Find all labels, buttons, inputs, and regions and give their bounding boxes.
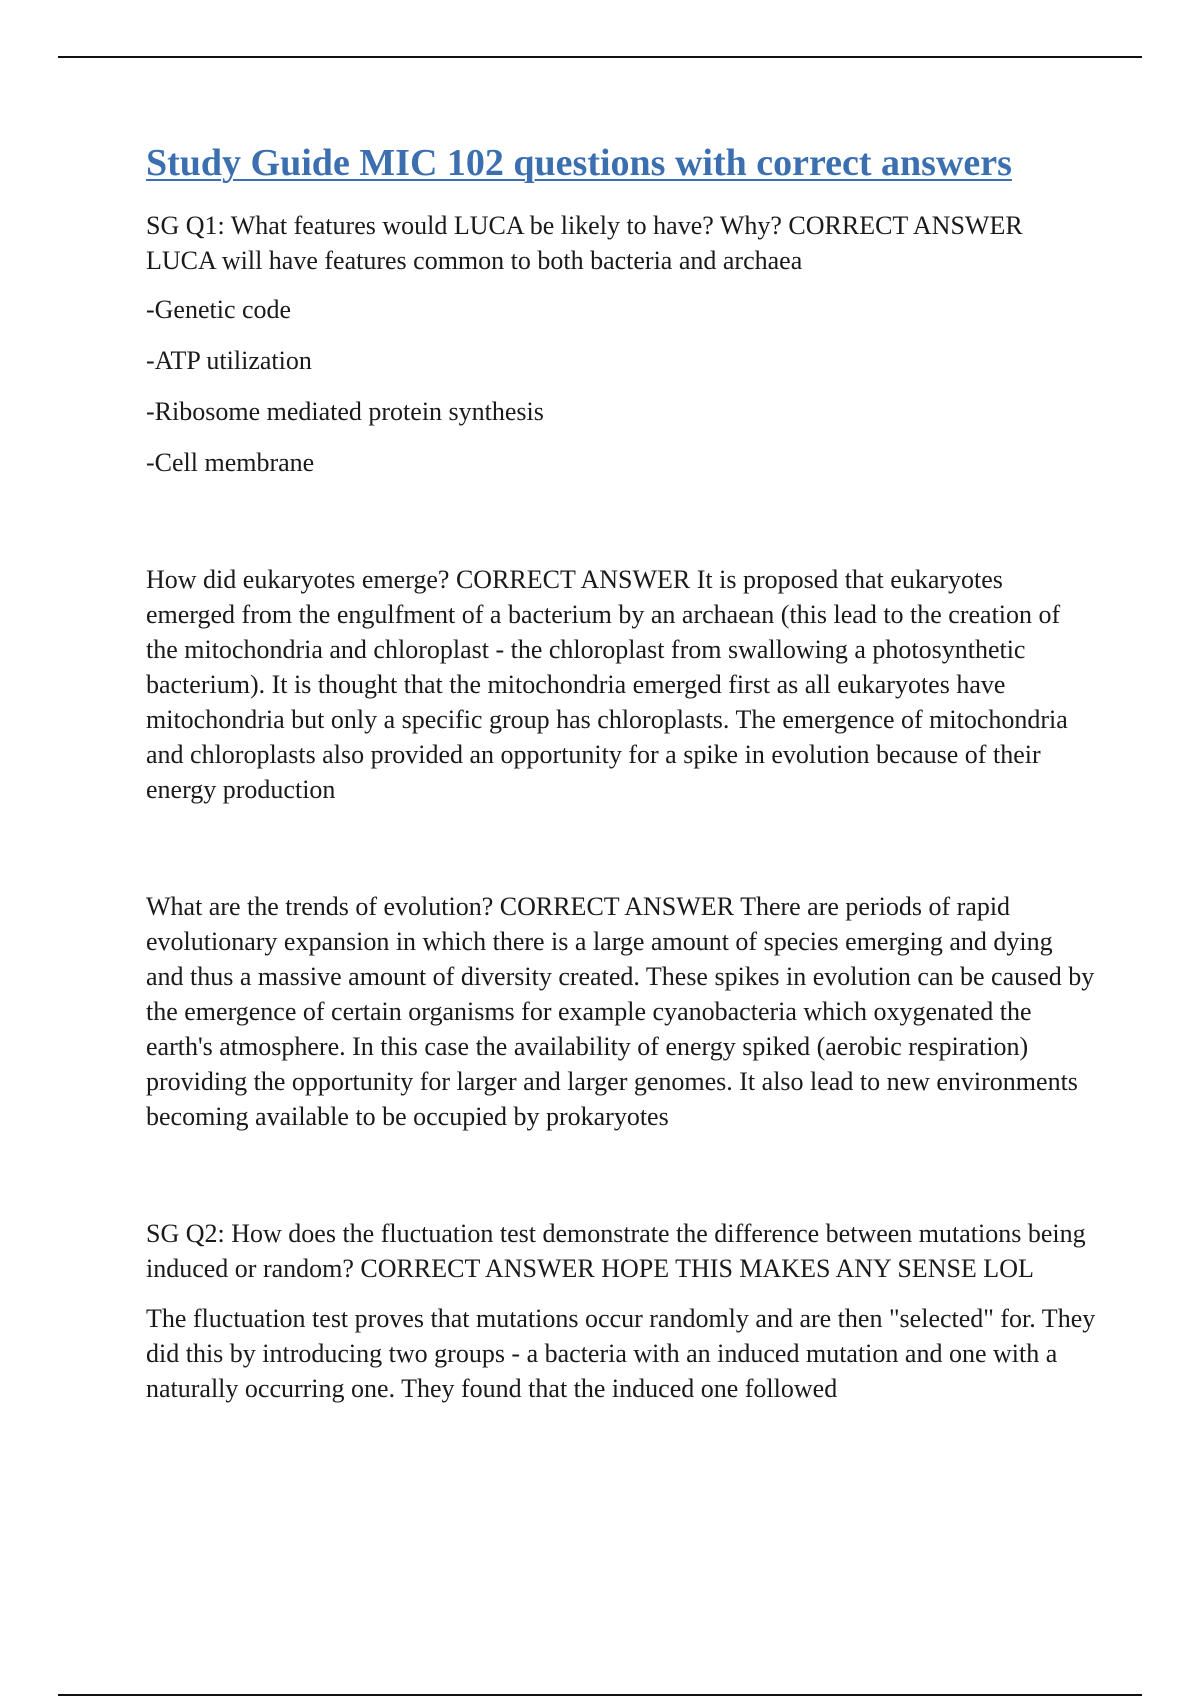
eukaryotes-question-answer: How did eukaryotes emerge? CORRECT ANSWER It is proposed that eukaryotes emerged from the engulfment of a bacterium by an archaean (this lead to the creation of the mitochondria and chloroplast - the chloroplast from swallowing a photosynthetic bacterium). It is thought that the mitochondria emerged first as all eukaryotes have mitochondria but only a specific group has chloroplasts. The emergence of mitochondria and chloroplasts also provided an opportunity for a spike in evolution because of their energy production (146, 564, 1068, 804)
q1-bullet-atp-utilization: -ATP utilization (146, 345, 312, 375)
header-rule (58, 56, 1142, 58)
q2-answer: The fluctuation test proves that mutations occur randomly and are then "selected" for. They did this by introducing two groups - a bacteria with an induced mutation and one with a naturally occurring one. They found that the induced one followed (146, 1303, 1096, 1403)
q1-bullet-genetic-code: -Genetic code (146, 294, 292, 324)
document-title: Study Guide MIC 102 questions with correct answers (146, 142, 1012, 184)
document-body (146, 142, 1096, 1406)
q1-bullet-cell-membrane: -Cell membrane (146, 447, 315, 477)
q1-question: SG Q1: What features would LUCA be likely to have? Why? CORRECT ANSWER LUCA will have features common to both bacteria and archaea (146, 210, 1023, 275)
evolution-trends-question-answer: What are the trends of evolution? CORRECT ANSWER There are periods of rapid evolutionary expansion in which there is a large amount of species emerging and dying and thus a massive amount of diversity created. These spikes in evolution can be caused by the emergence of certain organisms for example cyanobacteria which oxygenated the earth's atmosphere. In this case the availability of energy spiked (aerobic respiration) providing the opportunity for larger and larger genomes. It also lead to new environments becoming available to be occupied by prokaryotes (146, 891, 1095, 1131)
footer-rule (58, 1694, 1142, 1696)
q1-bullet-ribosome: -Ribosome mediated protein synthesis (146, 396, 544, 426)
q2-question: SG Q2: How does the fluctuation test demonstrate the difference between mutations being induced or random? CORRECT ANSWER HOPE THIS MAKES ANY SENSE LOL (146, 1218, 1086, 1283)
